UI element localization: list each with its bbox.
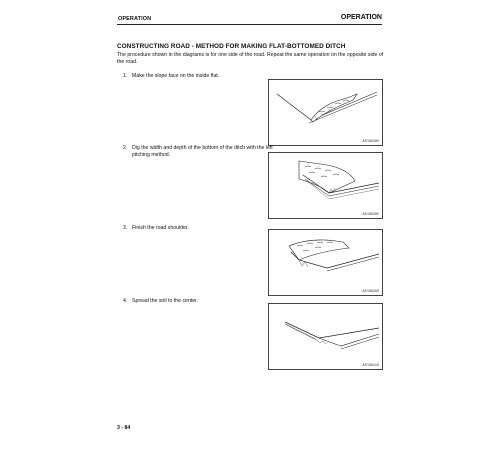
step-4: [123, 298, 198, 305]
road-cross-section-illustration-4: [269, 304, 382, 369]
page-number: 3 - 84: [117, 425, 131, 431]
step-number: 3.: [123, 225, 128, 231]
road-cross-section-illustration-2: [269, 153, 382, 218]
step-2: [123, 145, 273, 159]
step-text-continued: pitching method.: [132, 152, 171, 159]
figure-code: AE156380: [362, 139, 379, 143]
figure-step-3: [268, 229, 383, 296]
figure-code: AE156390: [362, 212, 379, 216]
step-3: [123, 225, 189, 232]
figure-code: AE156400: [362, 289, 379, 293]
figure-code: AE156410: [362, 363, 379, 367]
road-cross-section-illustration-3: [269, 230, 382, 295]
section-title: CONSTRUCTING ROAD - METHOD FOR MAKING FLAT-BOTTOMED DITCH: [117, 43, 346, 50]
figure-step-2: [268, 152, 383, 219]
intro-paragraph: The procedure shown in the diagrams is for one side of the road. Repeat the same operation on the opposite side of the road.: [117, 52, 384, 66]
step-number: 1.: [123, 73, 128, 79]
figure-step-4: [268, 303, 383, 370]
step-text: Finish the road shoulder.: [132, 225, 189, 231]
road-cross-section-illustration-1: [269, 80, 382, 145]
step-text: Dig the width and depth of the bottom of the ditch with the left: [132, 145, 273, 151]
header-section-right: OPERATION: [340, 14, 382, 21]
figure-step-1: [268, 79, 383, 146]
step-text: Make the slope face on the inside flat.: [132, 73, 220, 79]
step-1: [123, 73, 219, 80]
step-text: Spread the soil to the center.: [132, 298, 199, 304]
step-number: 2.: [123, 145, 128, 151]
header-rule: [117, 24, 382, 25]
header-section-left: OPERATION: [118, 16, 152, 22]
step-number: 4.: [123, 298, 128, 304]
